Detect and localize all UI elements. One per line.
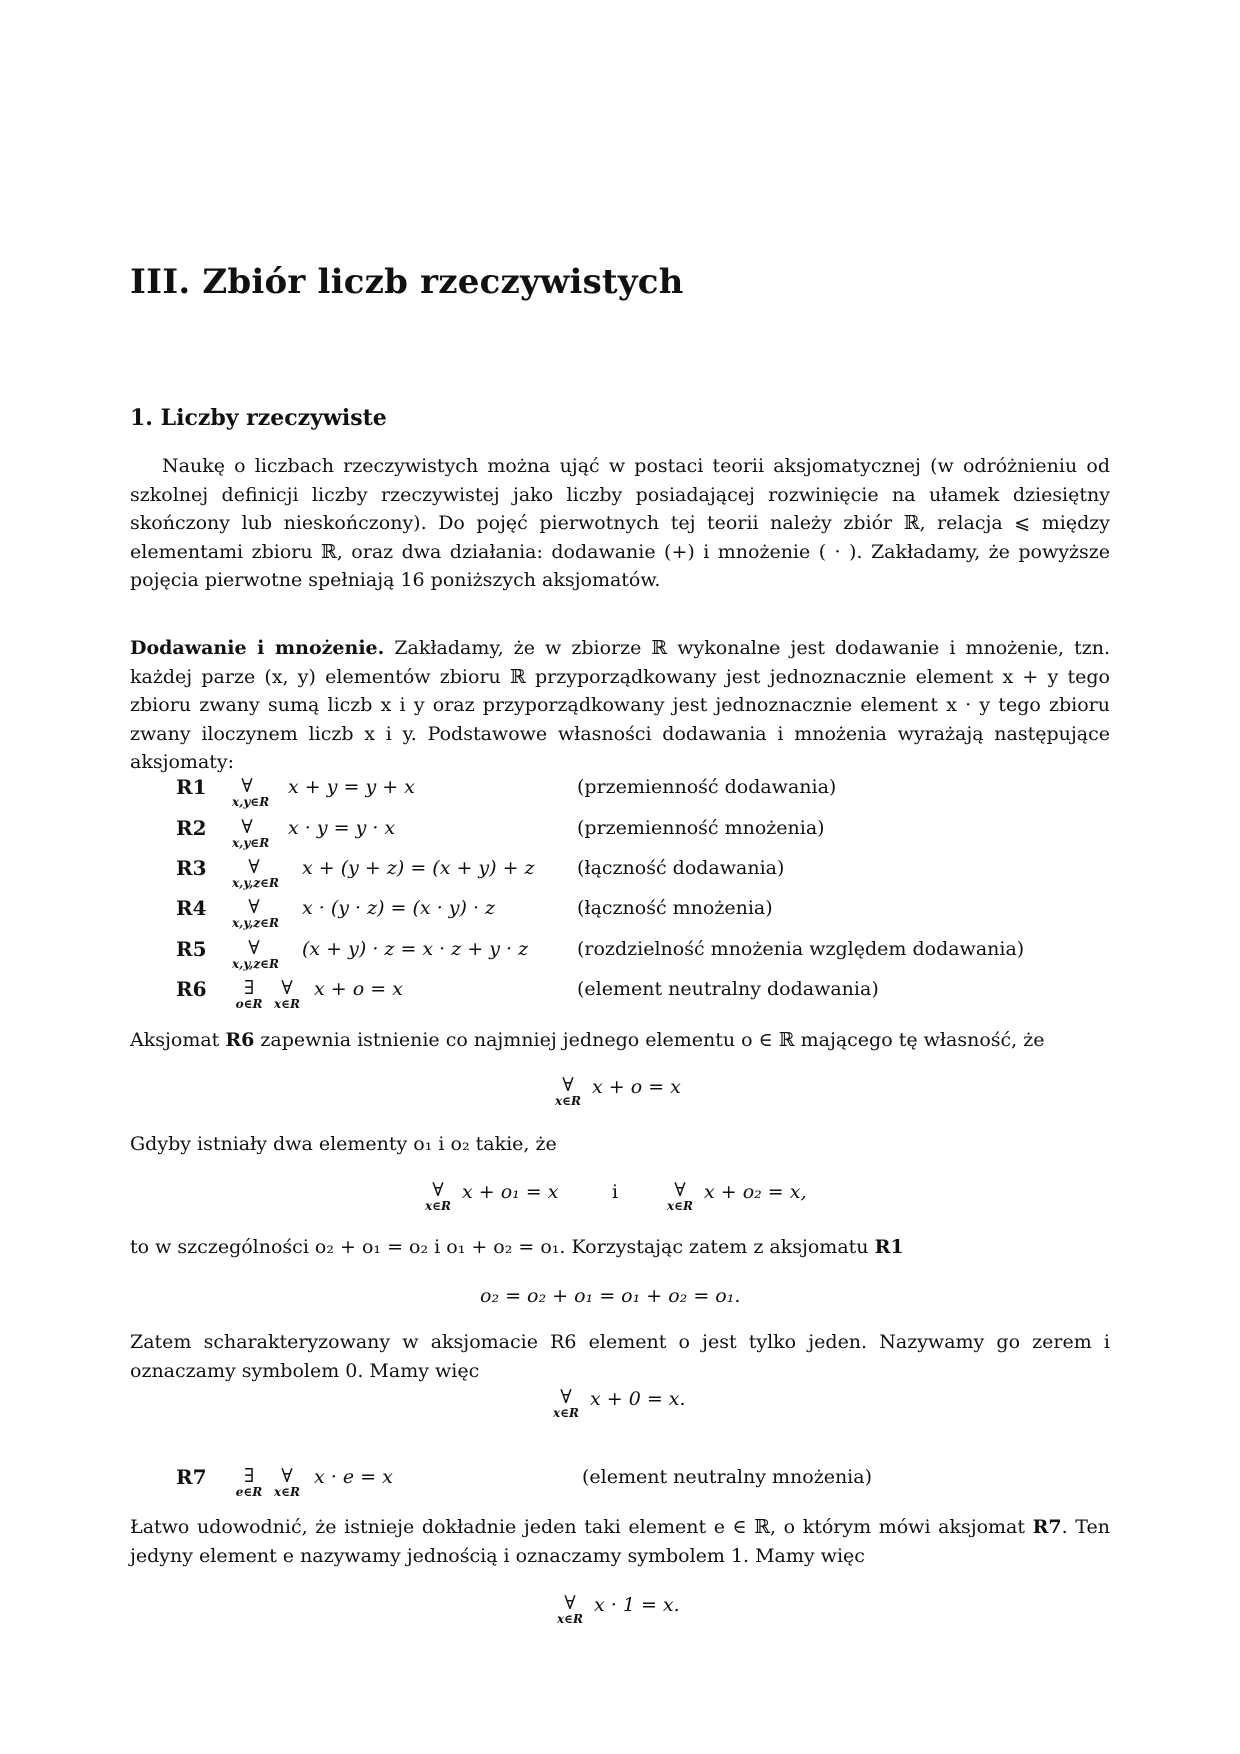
forall-quantifier: ∀ x,y,z∈R (232, 896, 280, 930)
addmul-label: Dodawanie i mnożenie. (130, 637, 385, 659)
exists-quantifier: ∃ e∈R (235, 1465, 263, 1499)
axiom-description: (rozdzielność mnożenia względem dodawania) (577, 938, 1025, 960)
intro-paragraph: Naukę o liczbach rzeczywistych można ująć w postaci teorii aksjomatycznej (w odróżnieniu od szkolnej definicji liczby rzeczywistej jako liczby posiadającej rozwinięcie na ułamek dziesiętny skończony lub nieskończony). Do pojęć pierwotnych tej teorii należy zbiór ℝ, relacja ⩽ między elementami zbioru ℝ, oraz dwa działania: dodawanie (+) i mnożenie ( · ). Zakładamy, że powyższe pojęcia pierwotne spełniają 16 poniższych aksjomatów. (130, 455, 1110, 591)
axiom-formula: x · (y · z) = (x · y) · z (302, 897, 496, 919)
zero-paragraph: Zatem scharakteryzowany w aksjomacie R6 element o jest tylko jeden. Nazywamy go zerem i oznaczamy symbolem 0. Mamy więc (130, 1331, 1110, 1382)
chapter-title: III. Zbiór liczb rzeczywistych (130, 262, 684, 302)
addmul-paragraph (130, 634, 1110, 777)
axiom-formula: (x + y) · z = x · z + y · z (302, 938, 529, 960)
forall-quantifier: ∀ x∈R (424, 1179, 451, 1213)
axiom-description: (element neutralny dodawania) (577, 978, 879, 1000)
axiom-formula: x + (y + z) = (x + y) + z (302, 857, 535, 879)
axiom-id: R5 (176, 937, 207, 961)
forall-quantifier: ∀ x∈R (552, 1386, 579, 1420)
axiom-formula: x · y = y · x (288, 817, 396, 839)
equation-formula: x + o = x (592, 1076, 681, 1098)
axiom-id: R7 (176, 1465, 207, 1489)
equation-formula: x + 0 = x. (590, 1388, 686, 1410)
r6-remark: Aksjomat R6 zapewnia istnienie co najmniej jednego elementu o ∈ ℝ mającego tę własność, że (130, 1029, 1045, 1051)
equation-formula: x + o₂ = x, (704, 1181, 807, 1203)
forall-quantifier: ∀ x∈R (556, 1592, 583, 1626)
equation-formula: x · 1 = x. (594, 1594, 680, 1616)
axiom-id: R3 (176, 856, 207, 880)
equation-3: o₂ = o₂ + o₁ = o₁ + o₂ = o₁. (480, 1285, 741, 1307)
axiom-formula: x · e = x (314, 1466, 393, 1488)
axiom-description: (element neutralny mnożenia) (582, 1466, 873, 1488)
forall-quantifier: ∀ x,y∈R (232, 775, 270, 809)
conjunction-word: i (612, 1181, 619, 1203)
gdyby-line: Gdyby istniały dwa elementy o₁ i o₂ takie, że (130, 1133, 557, 1155)
forall-quantifier: ∀ x∈R (273, 977, 300, 1011)
forall-quantifier: ∀ x,y,z∈R (232, 937, 280, 971)
axiom-description: (łączność dodawania) (577, 857, 785, 879)
forall-quantifier: ∀ x,y∈R (232, 816, 270, 850)
axiom-id: R2 (176, 816, 207, 840)
axiom-formula: x + o = x (314, 978, 403, 1000)
forall-quantifier: ∀ x∈R (273, 1465, 300, 1499)
axiom-id: R6 (176, 977, 207, 1001)
axiom-id: R4 (176, 896, 207, 920)
axiom-description: (przemienność dodawania) (577, 776, 837, 798)
axiom-description: (łączność mnożenia) (577, 897, 773, 919)
forall-quantifier: ∀ x,y,z∈R (232, 856, 280, 890)
axiom-id: R1 (176, 775, 207, 799)
forall-quantifier: ∀ x∈R (554, 1074, 581, 1108)
specifically-line: to w szczególności o₂ + o₁ = o₂ i o₁ + o₂ = o₁. Korzystając zatem z aksjomatu R1 (130, 1236, 904, 1258)
exists-quantifier: ∃ o∈R (235, 977, 263, 1011)
forall-quantifier: ∀ x∈R (666, 1179, 693, 1213)
addmul-text: Zakładamy, że w zbiorze ℝ wykonalne jest dodawanie i mnożenie, tzn. każdej parze (x, y) elementów zbioru ℝ przyporządkowany jest jednoznacznie element x + y tego zbioru zwany sumą liczb x i y oraz przyporządkowany jest jednoznacznie element x · y tego zbioru zwany iloczynem liczb x i y. Podstawowe własności dodawania i mnożenia wyrażają następujące aksjomaty: (130, 637, 1111, 773)
axiom-description: (przemienność mnożenia) (577, 817, 825, 839)
section-title: 1. Liczby rzeczywiste (130, 405, 387, 431)
equation-formula: x + o₁ = x (462, 1181, 559, 1203)
axiom-formula: x + y = y + x (288, 776, 415, 798)
unity-paragraph: Łatwo udowodnić, że istnieje dokładnie jeden taki element e ∈ ℝ, o którym mówi aksjomat R7. Ten jedyny element e nazywamy jednością i oznaczamy symbolem 1. Mamy więc (130, 1516, 1110, 1567)
